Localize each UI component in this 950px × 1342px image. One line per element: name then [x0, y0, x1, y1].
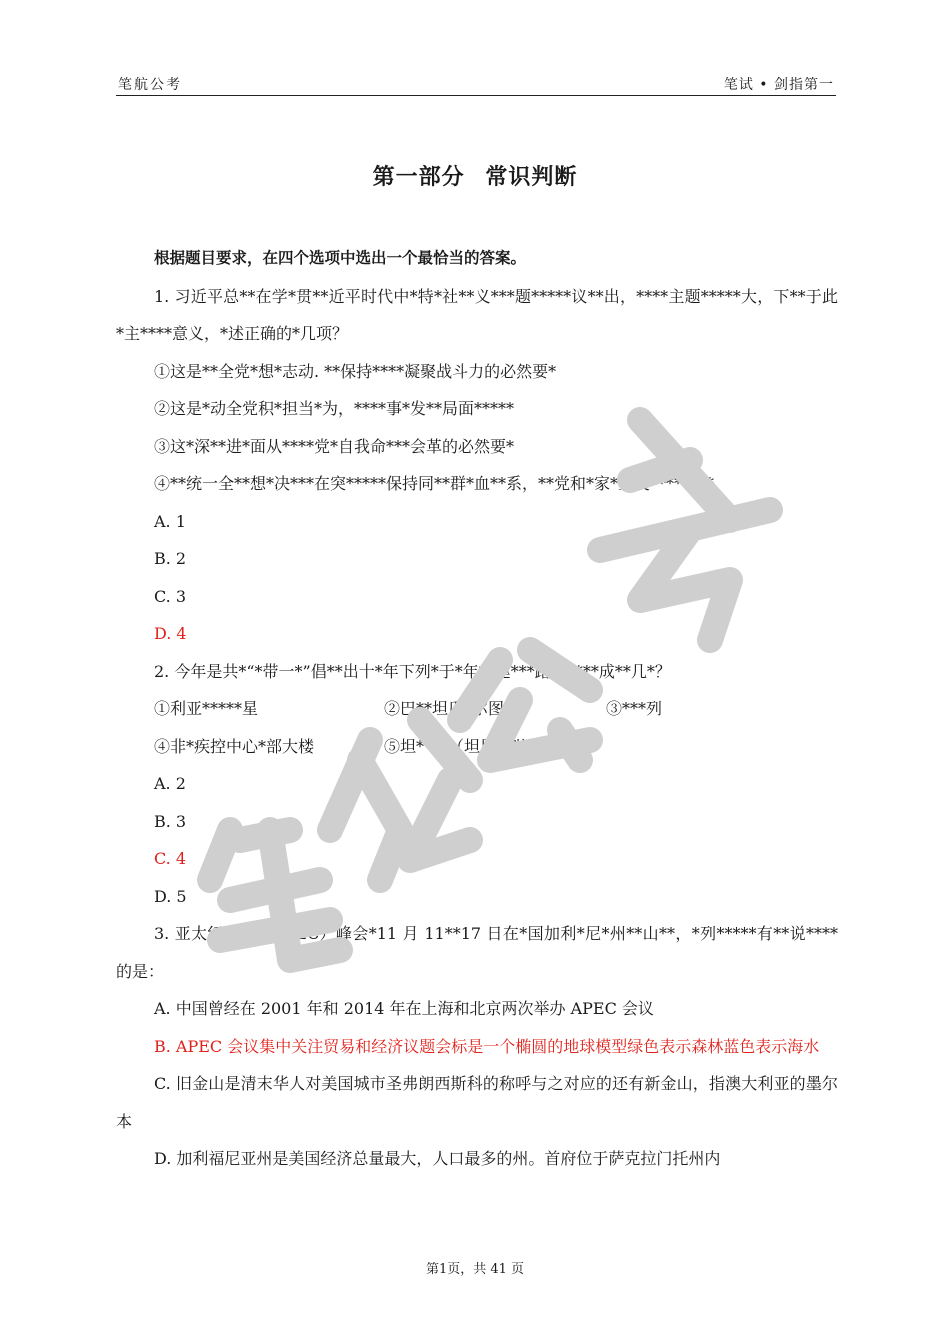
q2-item: ③***列: [606, 699, 663, 718]
instruction: 根据题目要求，在四个选项中选出一个最恰当的答案。: [154, 249, 527, 267]
q1-item: ①这是**全党*想*志动. **保持****凝聚战斗力的必然要*: [154, 361, 557, 381]
q1-item: ③这*深**进*面从****党*自我命***会革的必然要*: [154, 436, 515, 456]
q1-option-d-answer: D. 4: [154, 624, 187, 643]
header-divider: [116, 95, 836, 96]
q2-option-b: B. 3: [154, 811, 187, 831]
q2-option-c-answer: C. 4: [154, 849, 187, 868]
q2-items-row-2: [116, 728, 838, 766]
q3-option-a: A. 中国曾经在 2001 年和 2014 年在上海和北京两次举办 APEC 会议: [154, 999, 654, 1018]
q2-item: ⑤坦**路（坦尼*到比*）: [384, 736, 561, 756]
q1-option-a: A. 1: [154, 511, 186, 531]
q3-option-c: C. 旧金山是清末华人对美国城市圣弗朗西斯科的称呼与之对应的还有新金山，指澳大利亚的墨尔本: [116, 1074, 838, 1131]
q3-option-b-answer: B. APEC 会议集中关注贸易和经济议题会标是一个椭圆的地球模型绿色表示森林蓝色表示海水: [154, 1036, 820, 1056]
page-number: 第1页，共 41 页: [425, 1262, 525, 1277]
page-title: 第一部分 常识判断: [372, 165, 578, 190]
q1-stem: 1. 习近平总**在学*贯**近平时代中*特*社**义***题*****议**出，****主题*****大，下**于此*主****意义，*述正确的*几项？: [116, 286, 838, 343]
q1-item: ④**统一全**想*决***在突*****保持同**群*血**系，**党和*家*业发*****意*: [154, 474, 715, 493]
q3-option-d: D. 加利福尼亚州是美国经济总量最大，人口最多的州。首府位于萨克拉门托州内: [154, 1149, 721, 1168]
q2-stem: 2. 今年是共*“*带一*”倡**出十*年下列*于*年**建***路”*****成**几*？: [154, 661, 671, 681]
q1-option-b: B. 2: [154, 549, 187, 568]
q2-item: ④非*疾控中心*部大楼: [154, 736, 315, 756]
question-content: [116, 240, 838, 1178]
q1-item: ②这是*动全党积*担当*为，****事*发**局面*****: [154, 399, 515, 418]
header-left-brand: 笔航公考: [118, 77, 182, 93]
q2-item: ①利亚*****星: [154, 699, 259, 718]
q3-stem: 3. 亚太经合**（APEC）峰会*11 月 11**17 日在*国加利*尼*州**山**，*列*****有**说****的是：: [116, 924, 838, 981]
q2-option-a: A. 2: [154, 774, 186, 793]
q1-option-c: C. 3: [154, 586, 187, 606]
q2-option-d: D. 5: [154, 886, 187, 906]
header-right-slogan: 笔试 • 剑指第一: [723, 77, 834, 93]
q2-item: ②巴**坦瓜*尔图: [384, 699, 505, 718]
q2-items-row-1: [116, 690, 838, 728]
